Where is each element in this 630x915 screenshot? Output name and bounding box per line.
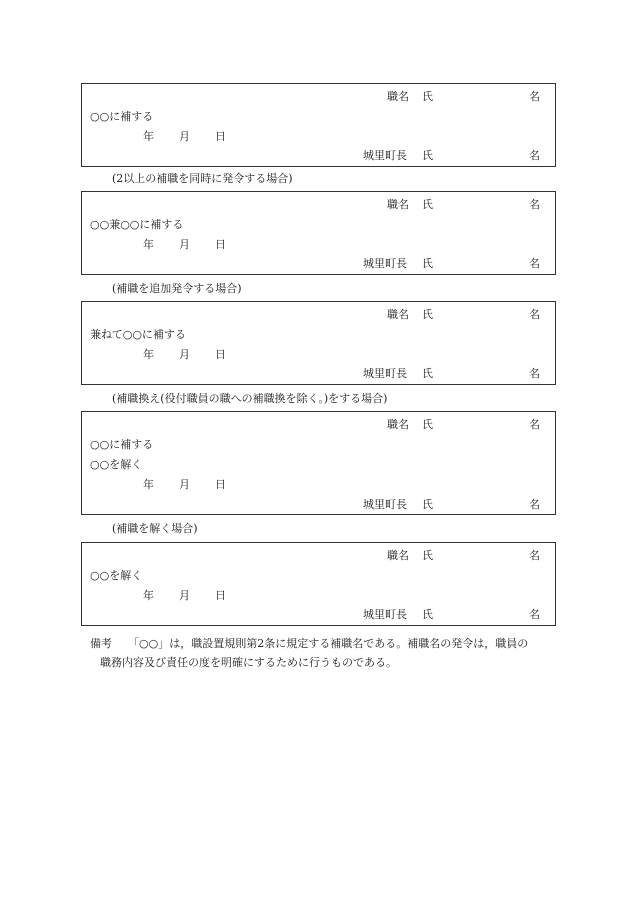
- mayor-given-label: 名: [529, 367, 540, 380]
- mayor-surname-label: 氏: [422, 498, 433, 511]
- caption-1: (2以上の補職を同時に発令する場合): [112, 172, 293, 185]
- name-surname-label: 氏: [422, 198, 433, 211]
- name-given-label: 名: [529, 549, 540, 562]
- mayor-surname-label: 氏: [422, 257, 433, 270]
- appointment-text: ○○に補する: [90, 110, 154, 123]
- mayor-given-label: 名: [529, 257, 540, 270]
- day-label: 日: [215, 348, 226, 361]
- name-surname-label: 氏: [422, 549, 433, 562]
- mayor-surname-label: 氏: [422, 367, 433, 380]
- release-text: ○○を解く: [90, 569, 143, 582]
- release-text: ○○を解く: [90, 458, 143, 471]
- form-box-2: [81, 191, 556, 275]
- position-label: 職名: [387, 90, 409, 103]
- name-given-label: 名: [529, 90, 540, 103]
- year-label: 年: [143, 238, 154, 251]
- month-label: 月: [179, 478, 190, 491]
- name-given-label: 名: [529, 418, 540, 431]
- month-label: 月: [179, 130, 190, 143]
- appointment-text: 兼ねて○○に補する: [90, 328, 186, 341]
- month-label: 月: [179, 589, 190, 602]
- form-box-5: [81, 542, 556, 626]
- form-box-3: [81, 301, 556, 385]
- name-surname-label: 氏: [422, 308, 433, 321]
- position-label: 職名: [387, 549, 409, 562]
- name-surname-label: 氏: [422, 418, 433, 431]
- remarks-line-1: 「○○」は，職設置規則第2条に規定する補職名である。補職名の発令は，職員の: [128, 637, 529, 650]
- remarks-line-2: 職務内容及び責任の度を明確にするために行うものである。: [100, 656, 397, 669]
- mayor-label: 城里町長: [363, 149, 407, 162]
- remarks-label: 備考: [90, 637, 112, 650]
- mayor-given-label: 名: [529, 149, 540, 162]
- form-box-1: [81, 83, 556, 167]
- day-label: 日: [215, 238, 226, 251]
- name-given-label: 名: [529, 308, 540, 321]
- position-label: 職名: [387, 418, 409, 431]
- form-box-4: [81, 411, 556, 515]
- appointment-text: ○○兼○○に補する: [90, 218, 184, 231]
- month-label: 月: [179, 238, 190, 251]
- mayor-label: 城里町長: [363, 608, 407, 621]
- year-label: 年: [143, 130, 154, 143]
- mayor-label: 城里町長: [363, 257, 407, 270]
- month-label: 月: [179, 348, 190, 361]
- day-label: 日: [215, 589, 226, 602]
- name-given-label: 名: [529, 198, 540, 211]
- mayor-label: 城里町長: [363, 498, 407, 511]
- year-label: 年: [143, 589, 154, 602]
- day-label: 日: [215, 478, 226, 491]
- name-surname-label: 氏: [422, 90, 433, 103]
- mayor-surname-label: 氏: [422, 149, 433, 162]
- year-label: 年: [143, 478, 154, 491]
- caption-3: (補職換え(役付職員の職への補職換を除く。)をする場合): [112, 392, 388, 405]
- mayor-given-label: 名: [529, 608, 540, 621]
- position-label: 職名: [387, 198, 409, 211]
- caption-2: (補職を追加発令する場合): [112, 282, 242, 295]
- mayor-surname-label: 氏: [422, 608, 433, 621]
- mayor-given-label: 名: [529, 498, 540, 511]
- day-label: 日: [215, 130, 226, 143]
- year-label: 年: [143, 348, 154, 361]
- caption-4: (補職を解く場合): [112, 522, 198, 535]
- appointment-text: ○○に補する: [90, 438, 154, 451]
- mayor-label: 城里町長: [363, 367, 407, 380]
- position-label: 職名: [387, 308, 409, 321]
